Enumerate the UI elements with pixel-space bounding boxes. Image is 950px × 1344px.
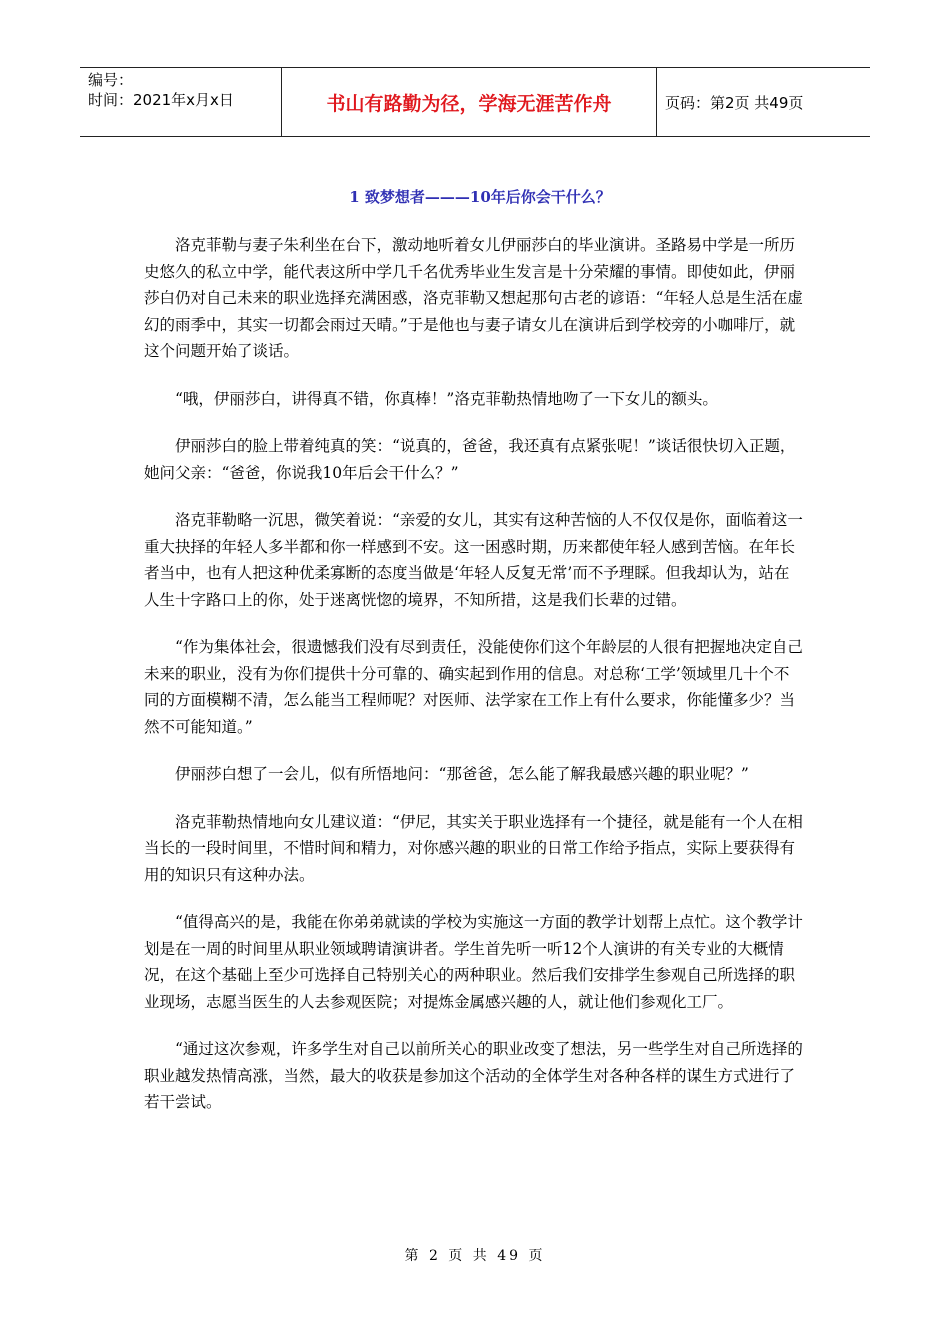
header-page-info: 页码：第2页 共49页	[665, 93, 804, 112]
number-label: 编号：	[88, 71, 134, 89]
article-title: 1 致梦想者———10年后你会干什么？	[349, 188, 611, 206]
paragraph: “通过这次参观，许多学生对自己以前所关心的职业改变了想法，另一些学生对自己所选择的职业越发热情高涨，当然，最大的收获是参加这个活动的全体学生对各种各样的谋生方式进行了若干尝试。	[144, 1040, 803, 1111]
paragraph: “哦，伊丽莎白，讲得真不错，你真棒！”洛克菲勒热情地吻了一下女儿的额头。	[175, 389, 718, 408]
paragraph: 洛克菲勒与妻子朱利坐在台下，激动地听着女儿伊丽莎白的毕业演讲。圣路易中学是一所历史悠久的私立中学，能代表这所中学几千名优秀毕业生发言是十分荣耀的事情。即使如此，伊丽莎白仍对自己未来的职业选择充满困惑，洛克菲勒又想起那句古老的谚语：“年轻人总是生活在虚幻的雨季中，其实一切都会雨过天晴。”于是他也与妻子请女儿在演讲后到学校旁的小咖啡厅，就这个问题开始了谈话。	[144, 236, 803, 360]
page-header	[80, 67, 870, 137]
paragraph: “值得高兴的是，我能在你弟弟就读的学校为实施这一方面的教学计划帮上点忙。这个教学计划是在一周的时间里从职业领域聘请演讲者。学生首先听一听12个人演讲的有关专业的大概情况，在这个基础上至少可选择自己特别关心的两种职业。然后我们安排学生参观自己所选择的职业现场，志愿当医生的人去参观医院；对提炼金属感兴趣的人，就让他们参观化工厂。	[144, 913, 803, 1011]
time-label: 时间：2021年x月x日	[88, 91, 234, 109]
paragraph: 伊丽莎白的脸上带着纯真的笑：“说真的，爸爸，我还真有点紧张呢！”谈话很快切入正题，她问父亲：“爸爸，你说我10年后会干什么？”	[144, 437, 796, 482]
paragraph: “作为集体社会，很遗憾我们没有尽到责任，没能使你们这个年龄层的人很有把握地决定自己未来的职业，没有为你们提供十分可靠的、确实起到作用的信息。对总称‘工学’领域里几十个不同的方面模糊不清，怎么能当工程师呢？对医师、法学家在工作上有什么要求，你能懂多少？当然不可能知道。”	[144, 638, 803, 736]
paragraph: 洛克菲勒略一沉思，微笑着说：“亲爱的女儿，其实有这种苦恼的人不仅仅是你，面临着这一重大抉择的年轻人多半都和你一样感到不安。这一困惑时期，历来都使年轻人感到苦恼。在年长者当中，也有人把这种优柔寡断的态度当做是‘年轻人反复无常’而不予理睬。但我却认为，站在人生十字路口上的你，处于迷离恍惚的境界，不知所措，这是我们长辈的过错。	[144, 511, 803, 609]
article-body	[144, 232, 804, 1137]
header-motto: 书山有路勤为径，学海无涯苦作舟	[282, 68, 657, 136]
header-meta	[80, 68, 282, 136]
page-footer: 第 2 页 共 49 页	[404, 1248, 546, 1264]
paragraph: 伊丽莎白想了一会儿，似有所悟地问：“那爸爸，怎么能了解我最感兴趣的职业呢？”	[175, 765, 749, 783]
paragraph: 洛克菲勒热情地向女儿建议道：“伊尼，其实关于职业选择有一个捷径，就是能有一个人在相当长的一段时间里，不惜时间和精力，对你感兴趣的职业的日常工作给予指点，实际上要获得有用的知识只有这种办法。	[144, 812, 803, 884]
